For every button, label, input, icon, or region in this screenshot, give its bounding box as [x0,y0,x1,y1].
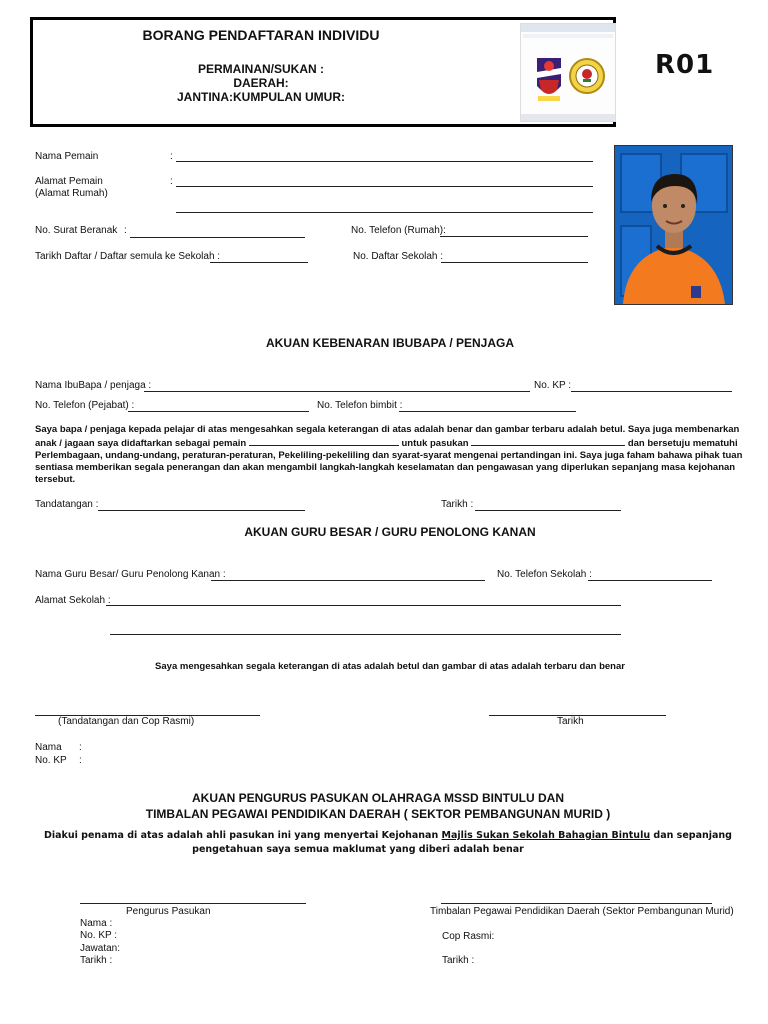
statement-tournament-name: Majlis Sukan Sekolah Bahagian Bintulu [441,830,651,841]
home-phone-field[interactable] [440,236,588,237]
sports-council-seal-icon [570,59,604,93]
headmaster-date-caption: Tarikh [557,716,584,727]
manager-date-label: Tarikh : [80,955,113,966]
address-colon: : [170,176,173,187]
declaration-line-2c: dan bersetuju mematuhi [627,438,738,449]
registration-date-field[interactable] [210,262,308,263]
parent-date-field[interactable] [475,510,621,511]
manager-signature-field[interactable] [80,903,306,904]
parent-signature-label: Tandatangan : [35,499,99,510]
birth-cert-label: No. Surat Beranak [35,225,118,236]
form-title: BORANG PENDAFTARAN INDIVIDU [142,27,380,43]
declaration-line-1: Saya bapa / penjaga kepada pelajar di atas mengesahkan segala keterangan di atas adalah benar dan gambar terbaru adalah betul. Saya juga membenarkan [35,424,740,435]
header-box [30,17,616,127]
signature-stamp-caption: (Tandatangan dan Cop Rasmi) [58,716,195,727]
declaration-line-4: sentiasa memberikan segala penerangan dan akan mengambil langkah-langkah keselamatan dan pengawasan yang diperlukan sepanjang masa kejohanan [35,462,736,473]
headmaster-name-field[interactable] [211,580,485,581]
headmaster-confirmation: Saya mengesahkan segala keterangan di atas adalah betul dan gambar di atas adalah terbaru dan benar [155,661,625,672]
address-sublabel: (Alamat Rumah) [35,188,108,199]
player-name-colon: : [170,151,173,162]
parent-date-label: Tarikh : [441,499,474,510]
officials-statement-line-1 [0,829,768,843]
player-sport-field[interactable] [249,436,399,446]
parent-signature-field[interactable] [98,510,305,511]
headmaster-name-label: Nama Guru Besar/ Guru Penolong Kanan : [35,569,226,580]
parent-name-label: Nama IbuBapa / penjaga : [35,380,152,391]
manager-caption: Pengurus Pasukan [126,906,211,917]
parent-section-heading: AKUAN KEBENARAN IBUBAPA / PENJAGA [265,336,514,350]
headmaster-section-heading: AKUAN GURU BESAR / GURU PENOLONG KANAN [244,525,536,539]
declaration-line-3: Perlembagaan, undang-undang, peraturan-peraturan, Pekeliling-pekeliling dan syarat-syarat mengenai pertandingan ini. Saya juga faham bahawa pihak tuan [35,450,743,461]
address-field-1[interactable] [176,186,593,187]
player-name-label: Nama Pemain [35,151,99,162]
deputy-date-label: Tarikh : [442,955,475,966]
manager-name-label: Nama : [80,918,113,929]
header-logos [520,23,616,122]
address-field-2[interactable] [176,212,593,213]
school-address-label: Alamat Sekolah : [35,595,111,606]
declaration-line-2a: anak / jagaan saya didaftarkan sebagai pemain [35,438,247,449]
officials-section-heading [0,790,756,822]
school-reg-field[interactable] [441,262,588,263]
registration-date-label: Tarikh Daftar / Daftar semula ke Sekolah : [35,251,221,262]
team-field[interactable] [471,436,625,446]
headmaster-name-label-2: Nama [35,742,62,753]
form-code: R01 [655,50,715,80]
parent-ic-field[interactable] [571,391,732,392]
birth-cert-colon: : [124,225,127,236]
official-stamp-label: Cop Rasmi: [442,931,495,942]
deputy-caption: Timbalan Pegawai Pendidikan Daerah (Sektor Pembangunan Murid) [430,906,734,917]
birth-cert-field[interactable] [130,237,305,238]
parent-declaration-text [35,424,742,486]
officials-statement-line-2: pengetahuan saya semua maklumat yang diberi adalah benar [192,844,524,855]
office-phone-label: No. Telefon (Pejabat) : [35,400,135,411]
officials-statement [0,829,768,857]
parent-ic-label: No. KP : [534,380,572,391]
declaration-line-2b: untuk pasukan [401,438,469,449]
header-gender-age: JANTINA:KUMPULAN UMUR: [177,90,345,104]
header-district: DAERAH: [233,76,289,90]
declaration-line-5: tersebut. [35,474,76,485]
header-sport: PERMAINAN/SUKAN : [198,62,324,76]
manager-position-label: Jawatan: [80,943,121,954]
mobile-phone-field[interactable] [399,411,576,412]
headmaster-name-colon: : [79,742,82,753]
deputy-signature-field[interactable] [441,903,712,904]
school-phone-field[interactable] [588,580,712,581]
officials-heading-line-1: AKUAN PENGURUS PASUKAN OLAHRAGA MSSD BINTULU DAN [192,791,564,805]
headmaster-ic-colon: : [79,755,82,766]
home-phone-label: No. Telefon (Rumah): [351,225,446,236]
statement-part-a: Diakui penama di atas adalah ahli pasukan ini yang menyertai Kejohanan [43,830,442,841]
student-photo [614,145,733,305]
officials-heading-line-2: TIMBALAN PEGAWAI PENDIDIKAN DAERAH ( SEKTOR PEMBANGUNAN MURID ) [145,807,611,821]
mssd-logo-icon [537,58,561,101]
player-name-field[interactable] [176,161,593,162]
manager-ic-label: No. KP : [80,930,118,941]
statement-part-b: dan sepanjang [650,830,732,841]
headmaster-ic-label: No. KP [35,755,67,766]
header-fields [33,62,489,104]
mobile-phone-label: No. Telefon bimbit : [317,400,403,411]
parent-name-field[interactable] [144,391,530,392]
office-phone-field[interactable] [128,411,309,412]
declaration-line-2 [35,436,742,450]
school-address-field-2[interactable] [110,634,621,635]
school-phone-label: No. Telefon Sekolah : [497,569,592,580]
school-address-field-1[interactable] [106,605,621,606]
school-reg-label: No. Daftar Sekolah : [353,251,444,262]
address-label: Alamat Pemain [35,176,103,187]
